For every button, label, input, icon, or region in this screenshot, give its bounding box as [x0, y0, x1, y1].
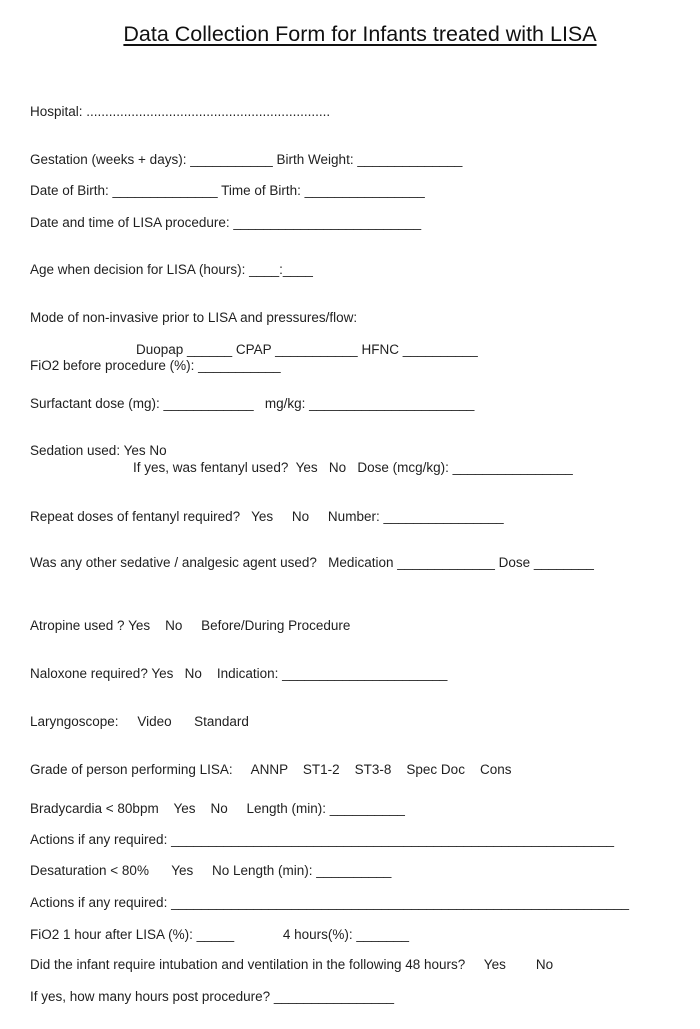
- fio2-before-line: FiO2 before procedure (%): ___________: [30, 358, 281, 373]
- actions-required-line-1: Actions if any required: ___________________________________________________________: [30, 832, 615, 847]
- surfactant-dose-line: Surfactant dose (mg): ____________ mg/kg: ______________________: [30, 396, 475, 411]
- fentanyl-line: If yes, was fentanyl used? Yes No Dose (mcg/kg): ________________: [133, 460, 573, 475]
- grade-line: Grade of person performing LISA: ANNP ST1-2 ST3-8 Spec Doc Cons: [30, 762, 512, 777]
- age-decision-line: Age when decision for LISA (hours): ____:____: [30, 262, 313, 277]
- form-title: Data Collection Form for Infants treated with LISA: [123, 22, 597, 46]
- mode-noninvasive-line: Mode of non-invasive prior to LISA and pressures/flow:: [30, 310, 358, 325]
- duopap-cpap-hfnc-line: Duopap ______ CPAP ___________ HFNC __________: [136, 342, 478, 357]
- naloxone-line: Naloxone required? Yes No Indication: ______________________: [30, 666, 448, 681]
- sedation-line: Sedation used: Yes No: [30, 443, 167, 458]
- hospital-line: Hospital: .................................................................: [30, 104, 331, 119]
- atropine-line: Atropine used ? Yes No Before/During Procedure: [30, 618, 351, 633]
- desaturation-line: Desaturation < 80% Yes No Length (min): __________: [30, 863, 392, 878]
- actions-required-line-2: Actions if any required: _____________________________________________________________: [30, 895, 630, 910]
- bradycardia-line: Bradycardia < 80bpm Yes No Length (min): __________: [30, 801, 405, 816]
- repeat-fentanyl-line: Repeat doses of fentanyl required? Yes No Number: ________________: [30, 509, 504, 524]
- hours-post-line: If yes, how many hours post procedure? ________________: [30, 989, 395, 1004]
- intubation-line: Did the infant require intubation and ventilation in the following 48 hours? Yes No: [30, 957, 554, 972]
- other-sedative-line: Was any other sedative / analgesic agent used? Medication _____________ Dose ________: [30, 555, 594, 570]
- fio2-after-line: FiO2 1 hour after LISA (%): _____ 4 hours(%): _______: [30, 927, 409, 942]
- laryngoscope-line: Laryngoscope: Video Standard: [30, 714, 249, 729]
- lisa-datetime-line: Date and time of LISA procedure: _________________________: [30, 215, 422, 230]
- gestation-line: Gestation (weeks + days): ___________ Birth Weight: ______________: [30, 152, 463, 167]
- date-of-birth-line: Date of Birth: ______________ Time of Birth: ________________: [30, 183, 425, 198]
